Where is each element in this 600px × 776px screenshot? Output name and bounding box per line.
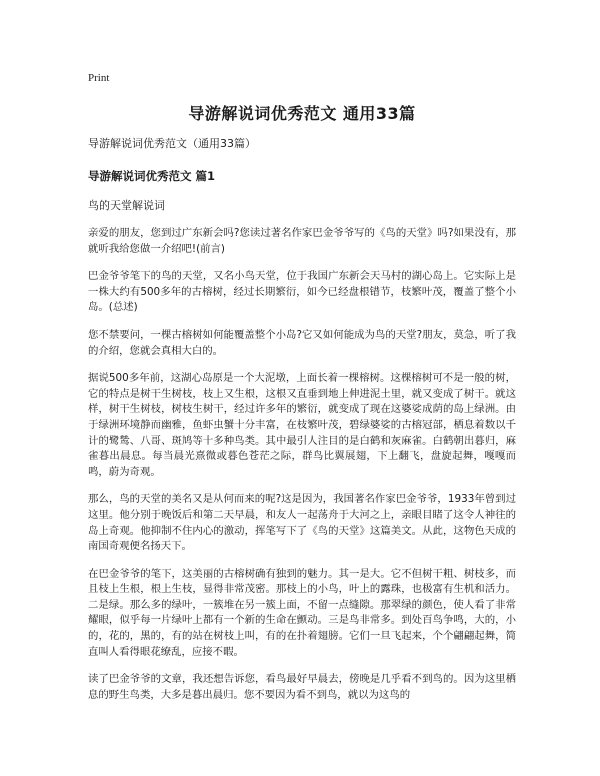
paragraph-1: 亲爱的朋友，您到过广东新会吗?您读过著名作家巴金爷爷写的《鸟的天堂》吗?如果没有，那就听我给您做一介绍吧!(前言) <box>88 227 516 255</box>
print-link[interactable]: Print <box>88 72 110 84</box>
paragraph-4: 据说500多年前，这湖心岛原是一个大泥墩，上面长着一棵榕树。这棵榕树可不是一般的树，它的特点是树干生树枝，枝上又生根，这根又直垂到地上伸进泥土里，就又变成了树干。就这样，树干生树枝，树枝生树干，经过许多年的繁衍，就变成了现在这婆娑成荫的岛上绿洲。由于绿洲环境静而幽雅，鱼虾虫蟹十分丰富，在枝繁叶茂，碧绿婆娑的古榕冠部，栖息着数以千计的鹭鸶、八哥、斑鸠等十多种鸟类。其中最引人注目的是白鹤和灰麻雀。白鹤朝出暮归，麻雀暮出晨息。每当晨光熹微或暮色苍茫之际，群鸟比翼展翅，下上翻飞，盘旋起舞，嘎嘎而鸣，蔚为奇观。 <box>88 372 516 478</box>
document-page <box>88 70 516 714</box>
paragraph-3: 您不禁要问，一棵古榕树如何能覆盖整个小岛?它又如何能成为鸟的天堂?朋友，莫急，听了我的介绍，您就会真相大白的。 <box>88 328 516 357</box>
paragraph-7: 读了巴金爷爷的文章，我还想告诉您，看鸟最好早晨去，傍晚是几乎看不到鸟的。因为这里栖息的野生鸟类，大多是暮出晨归。您不要因为看不到鸟，就以为这鸟的 <box>88 673 516 701</box>
section-subheading: 鸟的天堂解说词 <box>88 199 165 212</box>
section-heading: 导游解说词优秀范文 篇1 <box>88 169 216 183</box>
document-title: 导游解说词优秀范文 通用33篇 <box>188 104 416 123</box>
document-subtitle: 导游解说词优秀范文（通用33篇） <box>88 137 256 150</box>
paragraph-5: 那么，鸟的天堂的美名又是从何而来的呢?这是因为，我国著名作家巴金爷爷，1933年曾到过这里。他分别于晚饭后和第二天早晨，和友人一起荡舟于大河之上，亲眼目睹了这令人神往的岛上奇观。他抑制不住内心的激动，挥笔写下了《鸟的天堂》这篇美文。从此，这物色天成的南国奇观便名扬天下。 <box>88 493 516 553</box>
paragraph-2: 巴金爷爷笔下的鸟的天堂，又名小鸟天堂，位于我国广东新会天马村的湖心岛上。它实际上是一株大约有500多年的古榕树，经过长期繁衍，如今已经盘根错节，枝繁叶茂，覆盖了整个小岛。(总述) <box>88 270 516 314</box>
paragraph-6: 在巴金爷爷的笔下，这美丽的古榕树确有独到的魅力。其一是大。它不但树干粗、树枝多，而且枝上生根，根上生枝，显得非常茂密。那枝上的小鸟，叶上的露珠，也极富有生机和活力。二是绿。那么多的绿叶，一簇堆在另一簇上面，不留一点缝隙。那翠绿的颜色，使人看了非常耀眼，似乎每一片绿叶上都有一个新的生命在颤动。三是鸟非常多。到处百鸟争鸣，大的，小的，花的，黑的，有的站在树枝上叫，有的在扑着翅膀。它们一旦飞起来，个个翩翩起舞，简直叫人看得眼花缭乱，应接不暇。 <box>88 567 516 658</box>
